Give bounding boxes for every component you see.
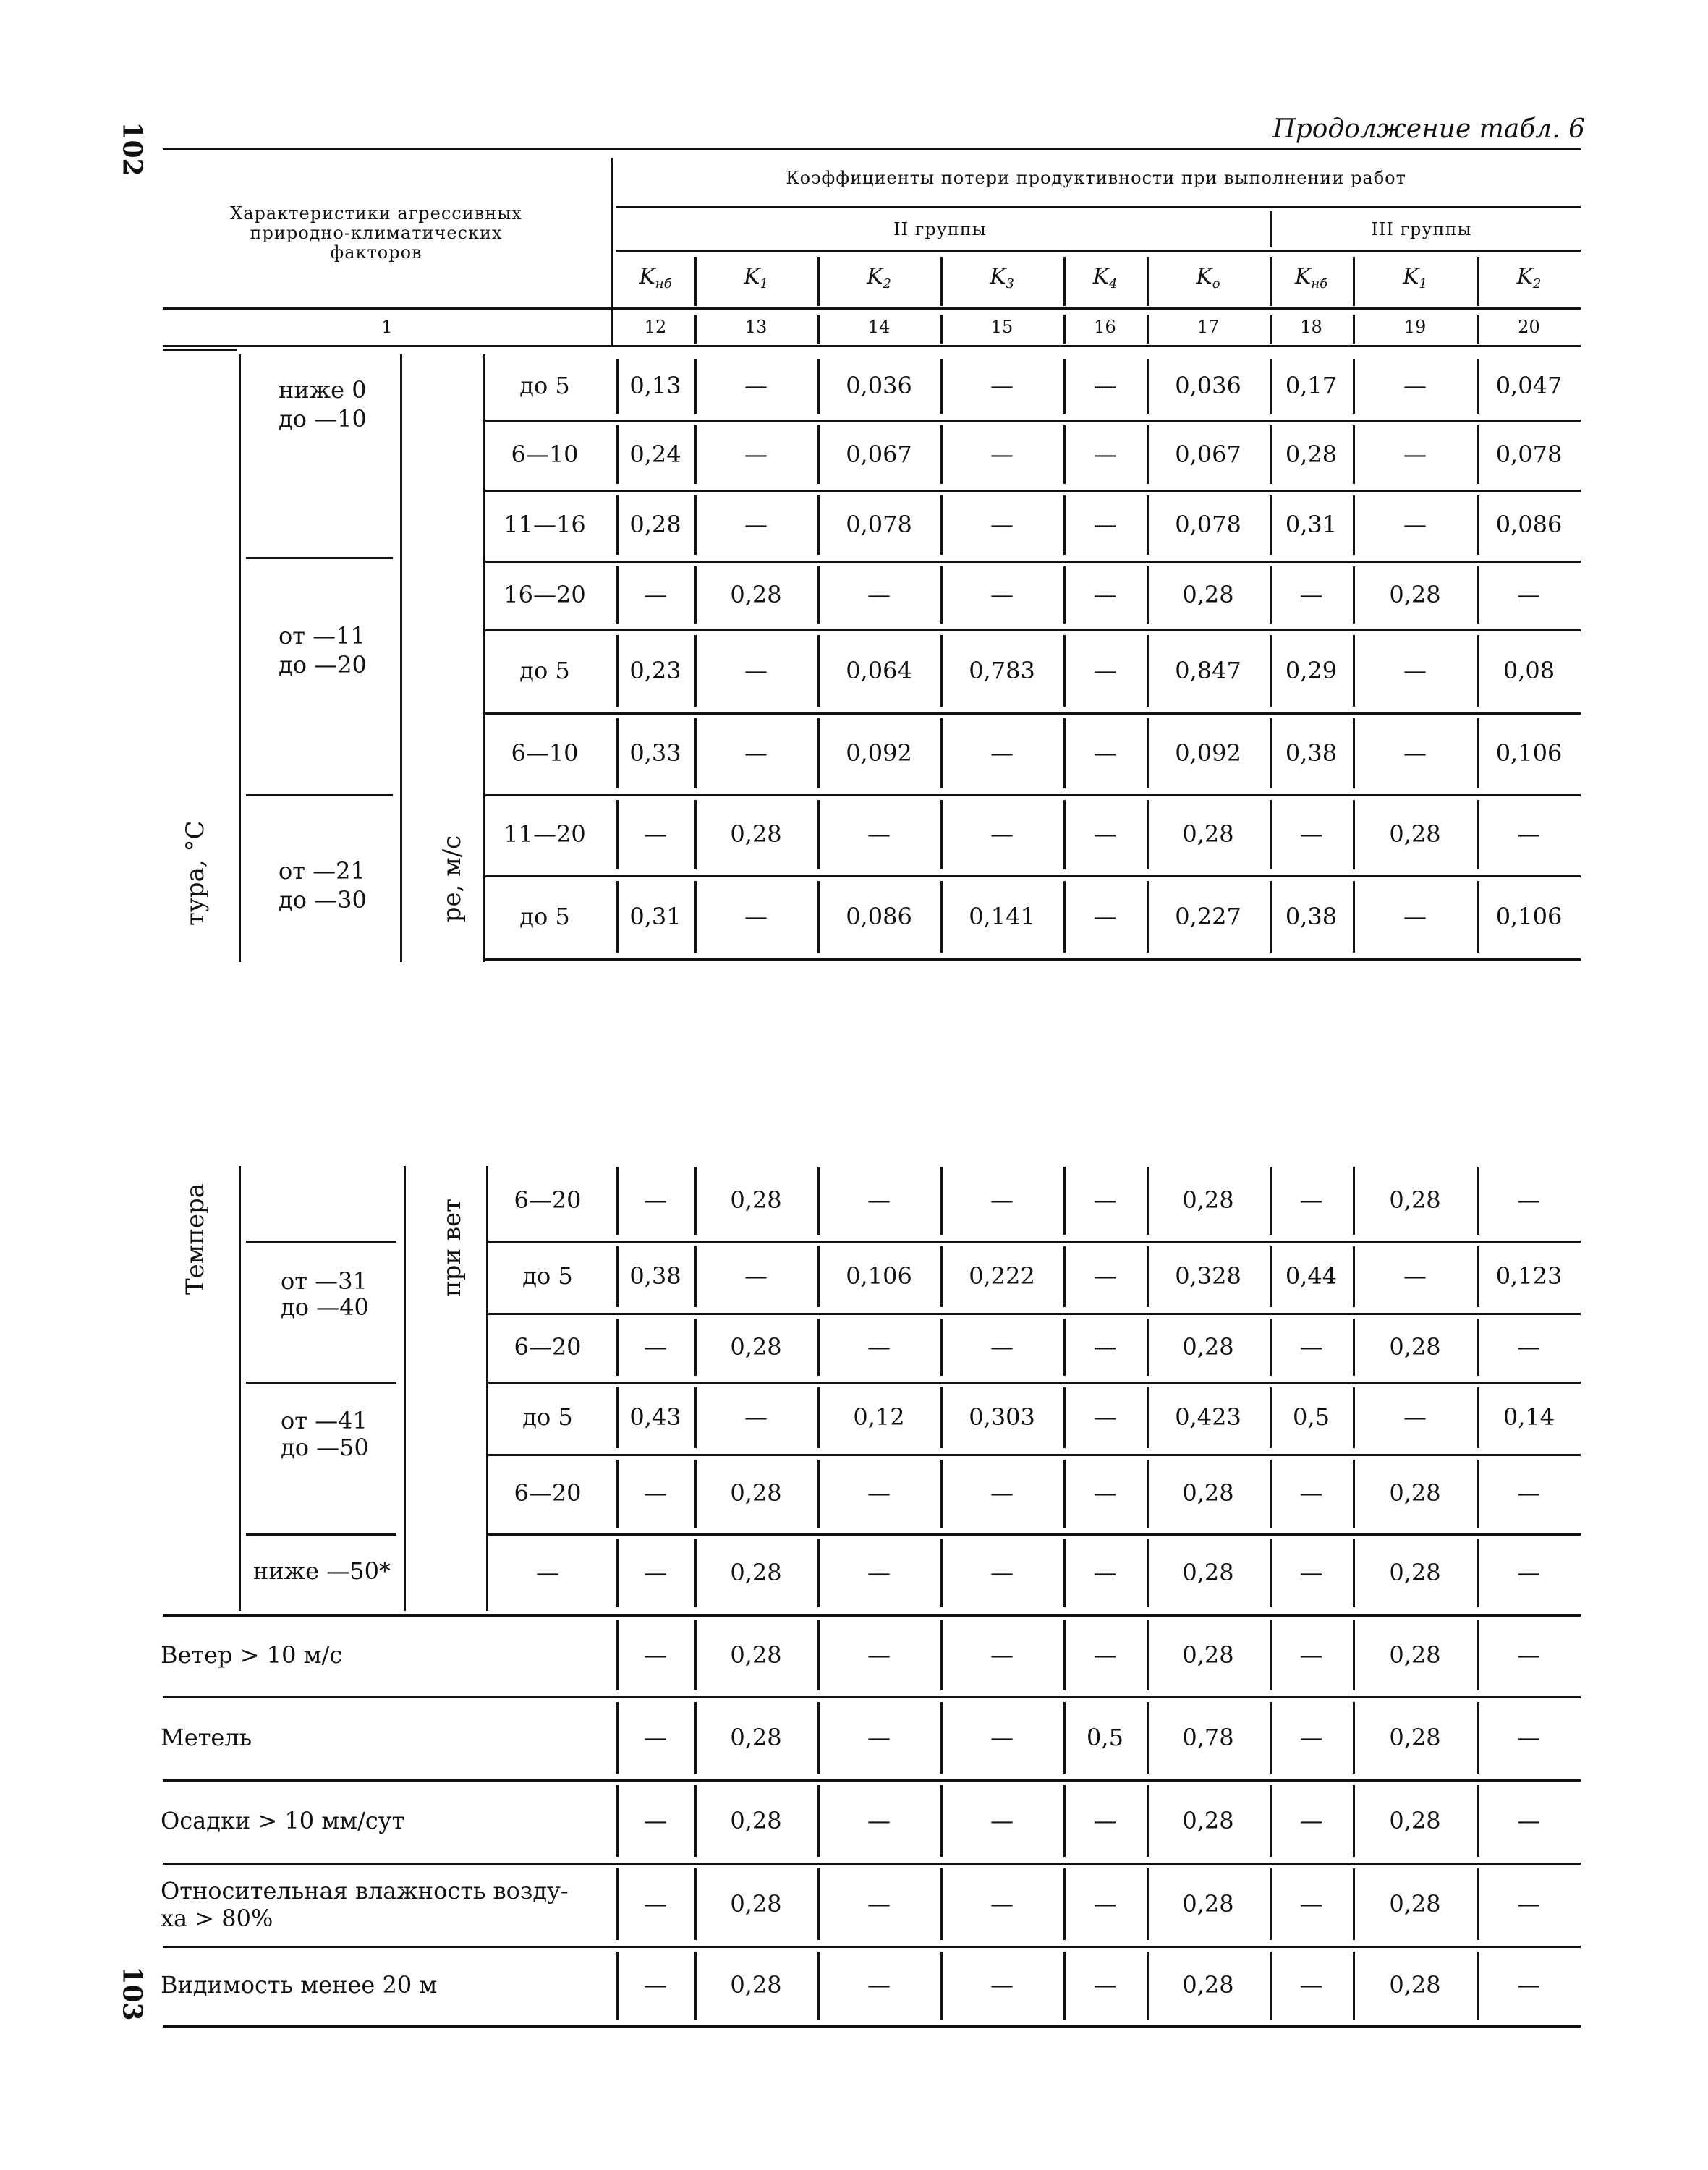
k-base: K: [867, 264, 883, 289]
table-cell: —: [990, 820, 1014, 848]
table-cell: —: [644, 1723, 667, 1751]
column-number: 16: [1094, 317, 1116, 337]
table-cell: 0,036: [1175, 372, 1241, 399]
table-cell: 0,23: [629, 656, 681, 684]
table-cell: 0,43: [629, 1403, 681, 1431]
table-cell: 0,44: [1285, 1262, 1338, 1290]
table-cell: —: [990, 372, 1014, 399]
table-cell: 0,067: [846, 440, 912, 468]
table-cell: —: [1517, 580, 1541, 608]
table-cell: 0,328: [1175, 1262, 1241, 1290]
table-cell: 0,783: [969, 656, 1035, 684]
table-cell: —: [744, 1403, 768, 1431]
temp-range-line2: до —10: [279, 405, 367, 433]
k-base: K: [744, 264, 760, 289]
column-number: 18: [1300, 317, 1322, 337]
coef-header: Коэффициенты потери продуктивности при выполнении работ: [786, 168, 1406, 188]
table-cell: 0,078: [1175, 511, 1241, 538]
k-subscript: 1: [1419, 276, 1427, 292]
table-cell: 0,092: [1175, 739, 1241, 767]
table-cell: 0,106: [846, 1262, 912, 1290]
table-cell: —: [1093, 1186, 1117, 1214]
table-cell: 0,28: [730, 1971, 782, 1999]
k-base: K: [1092, 264, 1109, 289]
table-cell: 0,28: [1389, 1332, 1441, 1361]
table-cell: —: [744, 372, 768, 399]
table-cell: —: [644, 1641, 667, 1669]
table-cell: —: [644, 580, 667, 608]
group-3-label: III группы: [1371, 219, 1472, 239]
table-cell: —: [1403, 511, 1427, 538]
temp-range-line2: до —20: [279, 651, 367, 678]
table-cell: 0,28: [1389, 1806, 1441, 1834]
table-cell: —: [867, 1186, 891, 1214]
table-cell: 0,28: [1285, 440, 1338, 468]
factor-label: Осадки > 10 мм/сут: [161, 1806, 405, 1834]
table-cell: —: [990, 1889, 1014, 1918]
k-base: K: [1516, 264, 1533, 289]
table-cell: —: [744, 902, 768, 930]
table-cell: 0,38: [1285, 739, 1338, 767]
k-column-header: [616, 264, 694, 292]
table-cell: 0,28: [730, 1806, 782, 1834]
k-base: K: [990, 264, 1006, 289]
wind-speed-cell: 11—20: [504, 820, 586, 848]
table-cell: 0,28: [730, 820, 782, 848]
table-cell: 0,28: [1389, 1723, 1441, 1751]
table-cell: 0,078: [1495, 440, 1563, 468]
k-column-header: [1270, 264, 1353, 292]
table-cell: —: [1093, 511, 1117, 538]
wind-speed-cell: 6—20: [514, 1186, 582, 1214]
table-cell: —: [990, 511, 1014, 538]
table-cell: —: [1093, 820, 1117, 848]
table-cell: —: [867, 1641, 891, 1669]
table-cell: —: [867, 1559, 891, 1586]
table-cell: 0,38: [1285, 902, 1338, 930]
table-cell: 0,28: [1182, 1641, 1234, 1669]
table-cell: 0,086: [1495, 511, 1563, 538]
table-cell: 0,12: [853, 1403, 905, 1431]
table-cell: —: [644, 1889, 667, 1918]
table-cell: 0,33: [629, 739, 681, 767]
table-cell: 0,227: [1175, 902, 1241, 930]
column-number: 12: [644, 317, 667, 337]
table-cell: —: [1093, 739, 1117, 767]
table-cell: —: [1517, 1559, 1541, 1586]
table-cell: —: [744, 511, 768, 538]
table-cell: 0,28: [1182, 580, 1234, 608]
page-number-top: 102: [116, 122, 148, 176]
table-cell: 0,14: [1503, 1403, 1555, 1431]
table-cell: 0,31: [1285, 511, 1338, 538]
wind-speed-cell: 11—16: [504, 511, 586, 538]
table-cell: —: [1403, 656, 1427, 684]
table-cell: 0,123: [1495, 1262, 1563, 1290]
table-cell: —: [1299, 1971, 1323, 1999]
table-cell: 0,423: [1175, 1403, 1241, 1431]
table-cell: —: [1403, 902, 1427, 930]
temp-range-line1: от —21: [279, 857, 365, 885]
table-cell: —: [1299, 1889, 1323, 1918]
table-caption: Продолжение табл. 6: [1272, 114, 1585, 144]
k-base: K: [1403, 264, 1419, 289]
table-cell: 0,28: [1182, 1559, 1234, 1586]
wind-speed-cell: до 5: [519, 656, 570, 684]
table-cell: 0,28: [730, 1332, 782, 1361]
table-cell: —: [644, 1971, 667, 1999]
table-cell: —: [1517, 1806, 1541, 1834]
table-cell: —: [990, 580, 1014, 608]
wind-speed-cell: 6—20: [514, 1332, 582, 1361]
table-cell: —: [1517, 1479, 1541, 1507]
table-cell: —: [1517, 820, 1541, 848]
k-column-header: [817, 264, 940, 292]
table-cell: 0,222: [969, 1262, 1035, 1290]
table-cell: —: [1517, 1889, 1541, 1918]
table-cell: 0,28: [730, 1889, 782, 1918]
temp-range-line2: до —40: [281, 1293, 369, 1321]
table-cell: —: [1403, 372, 1427, 399]
table-cell: —: [990, 1806, 1014, 1834]
k-subscript: 1: [760, 276, 768, 292]
table-cell: 0,17: [1285, 372, 1338, 399]
table-cell: —: [990, 1186, 1014, 1214]
table-cell: —: [1093, 1889, 1117, 1918]
table-cell: 0,067: [1175, 440, 1241, 468]
wind-speed-cell: до 5: [519, 902, 570, 930]
table-cell: —: [1299, 1806, 1323, 1834]
table-cell: —: [1299, 1723, 1323, 1751]
table-cell: —: [1299, 1641, 1323, 1669]
factor-label: Видимость менее 20 м: [161, 1971, 438, 1999]
k-column-header: [1353, 264, 1477, 292]
table-cell: —: [1093, 1806, 1117, 1834]
table-cell: 0,28: [730, 1479, 782, 1507]
table-cell: —: [1517, 1332, 1541, 1361]
k-subscript: нб: [1311, 276, 1328, 292]
table-cell: 0,24: [629, 440, 681, 468]
table-cell: —: [1517, 1186, 1541, 1214]
column-number: 17: [1197, 317, 1220, 337]
table-cell: —: [1093, 1559, 1117, 1586]
wind-label-top: ре, м/с: [438, 835, 467, 923]
table-cell: 0,303: [969, 1403, 1035, 1431]
table-cell: —: [990, 739, 1014, 767]
table-cell: —: [1403, 739, 1427, 767]
table-cell: —: [1093, 440, 1117, 468]
table-cell: 0,28: [1182, 1479, 1234, 1507]
k-subscript: нб: [655, 276, 672, 292]
k-subscript: 2: [883, 276, 891, 292]
factor-header: Характеристики агрессивных природно-климатических факторов: [230, 203, 522, 263]
temp-range-line1: от —11: [279, 622, 365, 650]
wind-speed-cell: до 5: [519, 372, 570, 399]
table-cell: —: [1403, 440, 1427, 468]
table-cell: 0,28: [1389, 1641, 1441, 1669]
table-cell: —: [867, 1723, 891, 1751]
table-cell: 0,078: [846, 511, 912, 538]
table-cell: 0,28: [1389, 1971, 1441, 1999]
table-cell: 0,78: [1182, 1723, 1234, 1751]
table-cell: 0,092: [846, 739, 912, 767]
table-cell: —: [990, 440, 1014, 468]
table-cell: —: [1403, 1403, 1427, 1431]
factor-label: Относительная влажность возду-: [161, 1877, 569, 1905]
table-cell: 0,28: [1182, 1971, 1234, 1999]
table-cell: —: [644, 1479, 667, 1507]
table-cell: —: [1093, 1971, 1117, 1999]
table-cell: —: [867, 1806, 891, 1834]
table-cell: —: [644, 1186, 667, 1214]
table-cell: 0,036: [846, 372, 912, 399]
table-cell: —: [644, 1332, 667, 1361]
table-cell: 0,047: [1495, 372, 1563, 399]
factor-label-cont: ха > 80%: [161, 1905, 273, 1932]
table-cell: 0,28: [1389, 820, 1441, 848]
table-cell: —: [744, 739, 768, 767]
table-cell: —: [1093, 1332, 1117, 1361]
table-cell: 0,5: [1293, 1403, 1330, 1431]
factor-label: Метель: [161, 1723, 252, 1751]
table-cell: 0,13: [629, 372, 681, 399]
table-cell: 0,29: [1285, 656, 1338, 684]
table-cell: —: [990, 1641, 1014, 1669]
table-cell: —: [990, 1559, 1014, 1586]
k-base: K: [1294, 264, 1312, 289]
table-cell: 0,141: [969, 902, 1035, 930]
k-subscript: 2: [1532, 276, 1542, 292]
table-cell: 0,38: [629, 1262, 681, 1290]
table-cell: 0,28: [1182, 1332, 1234, 1361]
table-cell: 0,28: [730, 1186, 782, 1214]
temp-range-line1: ниже —50*: [253, 1557, 391, 1585]
temp-range-line1: от —31: [281, 1267, 367, 1295]
table-cell: —: [1299, 1559, 1323, 1586]
temp-range-line2: до —30: [279, 886, 367, 914]
temp-range-line1: от —41: [281, 1407, 367, 1434]
table-cell: 0,847: [1175, 656, 1241, 684]
table-cell: —: [644, 1806, 667, 1834]
table-cell: —: [1093, 1641, 1117, 1669]
table-cell: 0,086: [846, 902, 912, 930]
column-number: 20: [1518, 317, 1540, 337]
temp-range-line2: до —50: [281, 1434, 369, 1461]
k-column-header: [1147, 264, 1270, 292]
wind-speed-cell: —: [536, 1559, 559, 1586]
table-cell: —: [1093, 1403, 1117, 1431]
table-cell: —: [867, 1479, 891, 1507]
table-cell: 0,106: [1495, 902, 1563, 930]
table-cell: —: [1093, 372, 1117, 399]
page-number-bottom: 103: [116, 1966, 148, 2021]
table-cell: —: [644, 820, 667, 848]
wind-speed-cell: 6—20: [514, 1479, 582, 1507]
table-cell: 0,28: [730, 580, 782, 608]
column-number: 14: [867, 317, 891, 337]
table-cell: 0,5: [1087, 1723, 1123, 1751]
table-cell: 0,28: [730, 1723, 782, 1751]
k-column-header: [940, 264, 1063, 292]
table-cell: —: [1093, 580, 1117, 608]
column-number: 15: [990, 317, 1014, 337]
table-cell: —: [867, 580, 891, 608]
table-cell: 0,28: [1389, 1479, 1441, 1507]
table-cell: —: [1093, 656, 1117, 684]
table-cell: —: [744, 1262, 768, 1290]
table-cell: 0,28: [1182, 1889, 1234, 1918]
k-subscript: 3: [1006, 276, 1014, 292]
table-cell: 0,28: [730, 1559, 782, 1586]
table-cell: —: [1517, 1971, 1541, 1999]
table-cell: —: [867, 1332, 891, 1361]
table-cell: —: [1403, 1262, 1427, 1290]
table-cell: —: [744, 440, 768, 468]
table-cell: —: [1299, 820, 1323, 848]
table-cell: —: [990, 1332, 1014, 1361]
table-cell: 0,31: [629, 902, 681, 930]
table-cell: —: [867, 820, 891, 848]
wind-label-bottom: при вет: [438, 1199, 467, 1297]
k-base: K: [639, 264, 655, 289]
factor-label: Ветер > 10 м/с: [161, 1641, 343, 1669]
table-cell: 0,28: [1182, 1806, 1234, 1834]
temperature-label-top: тура, °С: [181, 820, 210, 926]
table-cell: —: [1299, 580, 1323, 608]
table-cell: —: [867, 1971, 891, 1999]
table-cell: 0,28: [730, 1641, 782, 1669]
column-number: 19: [1403, 317, 1427, 337]
table-cell: 0,28: [1182, 1186, 1234, 1214]
table-cell: 0,08: [1503, 656, 1555, 684]
column-number: 1: [381, 317, 393, 337]
k-column-header: [1477, 264, 1581, 292]
table-cell: —: [1517, 1723, 1541, 1751]
table-cell: —: [990, 1971, 1014, 1999]
table-cell: —: [990, 1479, 1014, 1507]
table-cell: 0,28: [1389, 1186, 1441, 1214]
group-2-label: II группы: [893, 219, 987, 239]
table-cell: —: [1299, 1186, 1323, 1214]
table-cell: 0,28: [1389, 580, 1441, 608]
wind-speed-cell: до 5: [522, 1403, 573, 1431]
table-cell: 0,28: [1389, 1559, 1441, 1586]
temp-range-line1: ниже 0: [279, 376, 367, 404]
wind-speed-cell: до 5: [522, 1262, 573, 1290]
k-subscript: 4: [1108, 276, 1118, 292]
table-cell: 0,28: [629, 511, 681, 538]
table-cell: —: [1517, 1641, 1541, 1669]
k-column-header: [694, 264, 817, 292]
table-cell: —: [1299, 1332, 1323, 1361]
column-number: 13: [744, 317, 768, 337]
table-cell: —: [744, 656, 768, 684]
table-cell: —: [1093, 1262, 1117, 1290]
wind-speed-cell: 6—10: [511, 739, 579, 767]
table-cell: —: [1299, 1479, 1323, 1507]
table-cell: —: [644, 1559, 667, 1586]
table-cell: —: [1093, 1479, 1117, 1507]
table-cell: —: [990, 1723, 1014, 1751]
table-cell: 0,28: [1389, 1889, 1441, 1918]
table-cell: 0,064: [846, 656, 912, 684]
wind-speed-cell: 16—20: [504, 580, 586, 608]
k-subscript: о: [1212, 276, 1220, 292]
wind-speed-cell: 6—10: [511, 440, 579, 468]
k-column-header: [1063, 264, 1147, 292]
table-cell: 0,28: [1182, 820, 1234, 848]
table-cell: —: [1093, 902, 1117, 930]
table-cell: 0,106: [1495, 739, 1563, 767]
table-cell: —: [867, 1889, 891, 1918]
temperature-label-bottom: Темпера: [181, 1183, 210, 1295]
k-base: K: [1196, 264, 1212, 289]
